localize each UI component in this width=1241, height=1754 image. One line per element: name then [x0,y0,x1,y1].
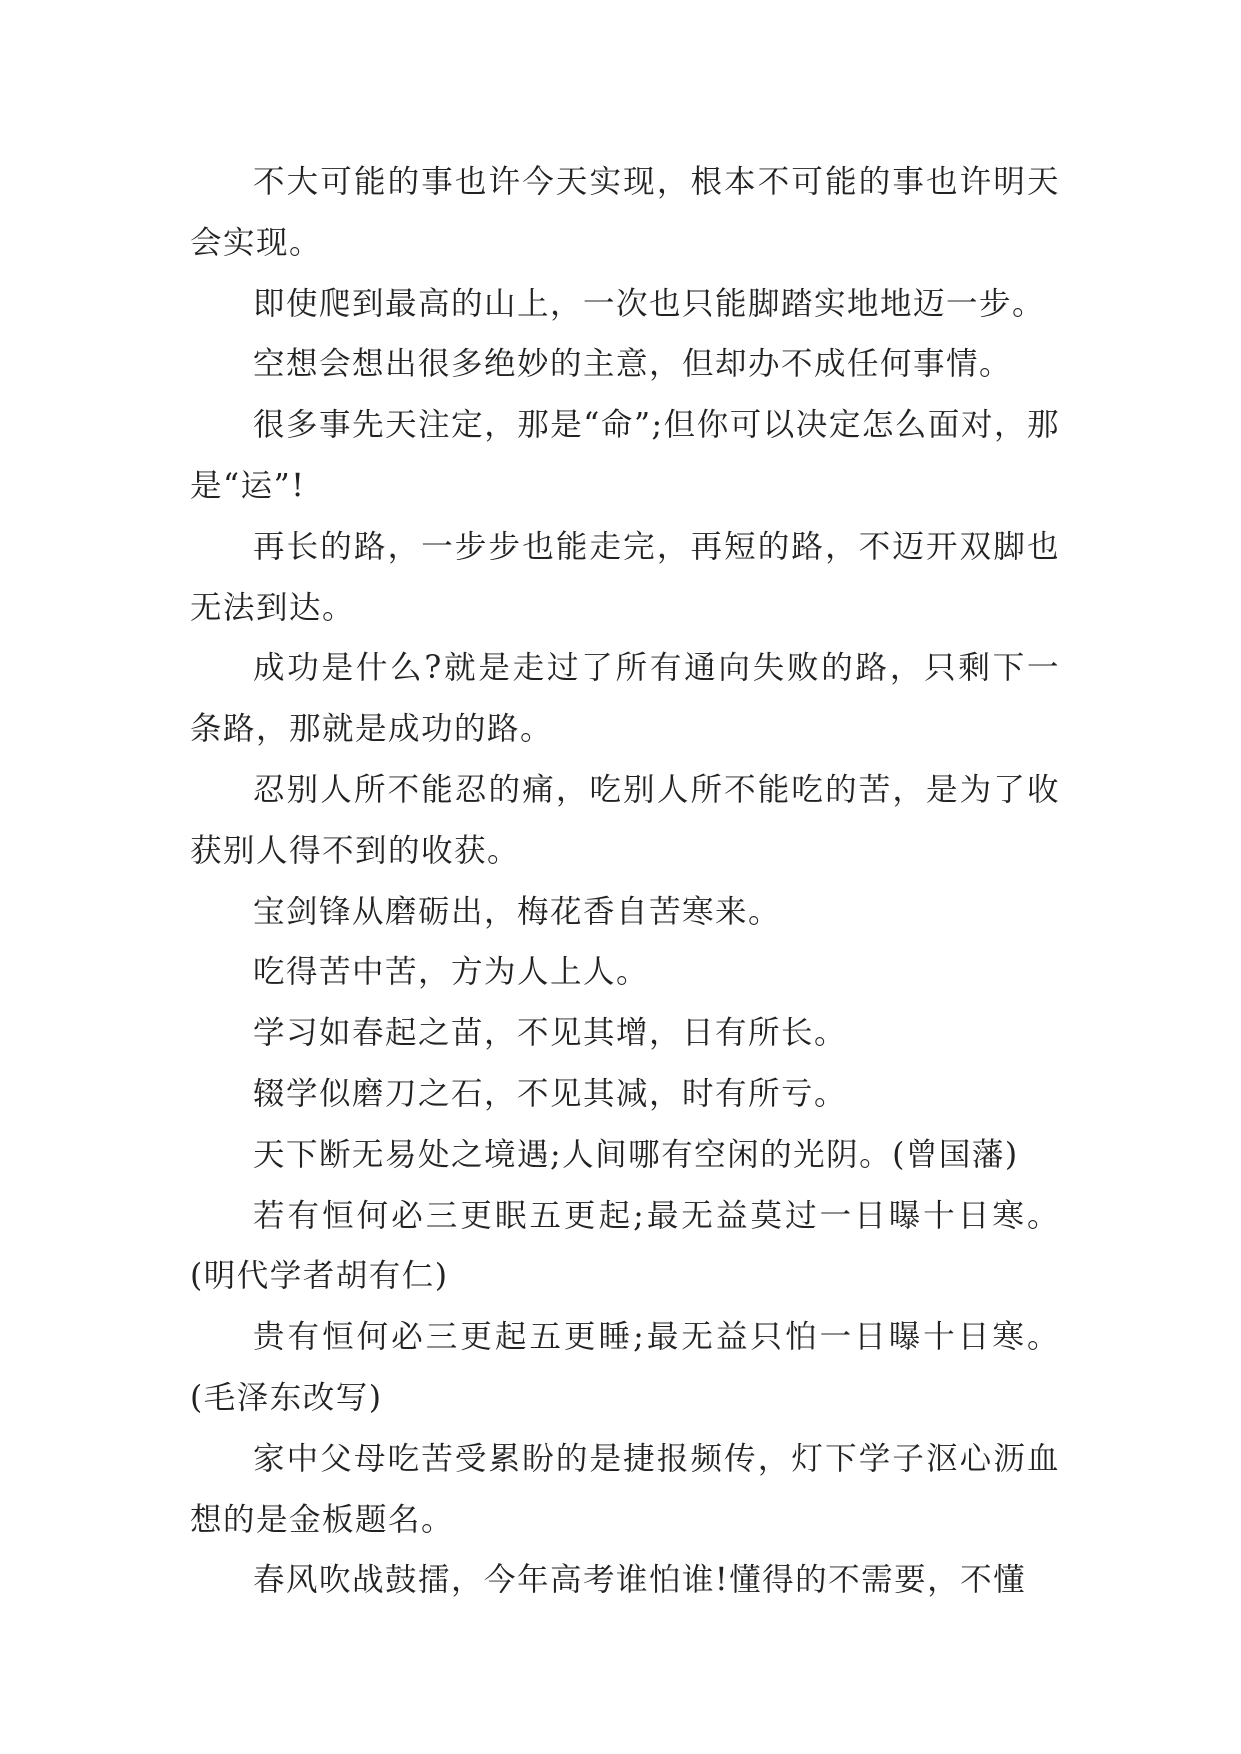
paragraph: 贵有恒何必三更起五更睡;最无益只怕一日曝十日寒。(毛泽东改写) [190,1319,1060,1416]
paragraph: 不大可能的事也许今天实现，根本不可能的事也许明天会实现。 [190,164,1060,261]
paragraph: 春风吹战鼓擂，今年高考谁怕谁!懂得的不需要，不懂 [253,1562,1027,1599]
paragraph: 成功是什么?就是走过了所有通向失败的路，只剩下一条路，那就是成功的路。 [190,650,1060,748]
paragraph: 若有恒何必三更眠五更起;最无益莫过一日曝十日寒。(明代学者胡有仁) [190,1197,1060,1295]
paragraph: 宝剑锋从磨砺出，梅花香自苦寒来。 [253,893,782,930]
paragraph: 很多事先天注定，那是“命”;但你可以决定怎么面对，那是“运”! [190,407,1060,504]
paragraph: 辍学似磨刀之石，不见其减，时有所亏。 [253,1075,848,1112]
paragraph: 忍别人所不能忍的痛，吃别人所不能吃的苦，是为了收获别人得不到的收获。 [190,771,1060,869]
document-body [190,152,1060,1611]
paragraph: 吃得苦中苦，方为人上人。 [253,954,650,991]
paragraph: 再长的路，一步步也能走完，再短的路，不迈开双脚也无法到达。 [190,528,1060,626]
paragraph: 即使爬到最高的山上，一次也只能脚踏实地地迈一步。 [253,285,1046,322]
paragraph: 学习如春起之苗，不见其增，日有所长。 [253,1015,848,1052]
paragraph: 空想会想出很多绝妙的主意，但却办不成任何事情。 [253,346,1013,383]
paragraph: 天下断无易处之境遇;人间哪有空闲的光阴。(曾国藩) [253,1136,1019,1173]
paragraph: 家中父母吃苦受累盼的是捷报频传，灯下学子沤心沥血想的是金板题名。 [190,1440,1060,1538]
